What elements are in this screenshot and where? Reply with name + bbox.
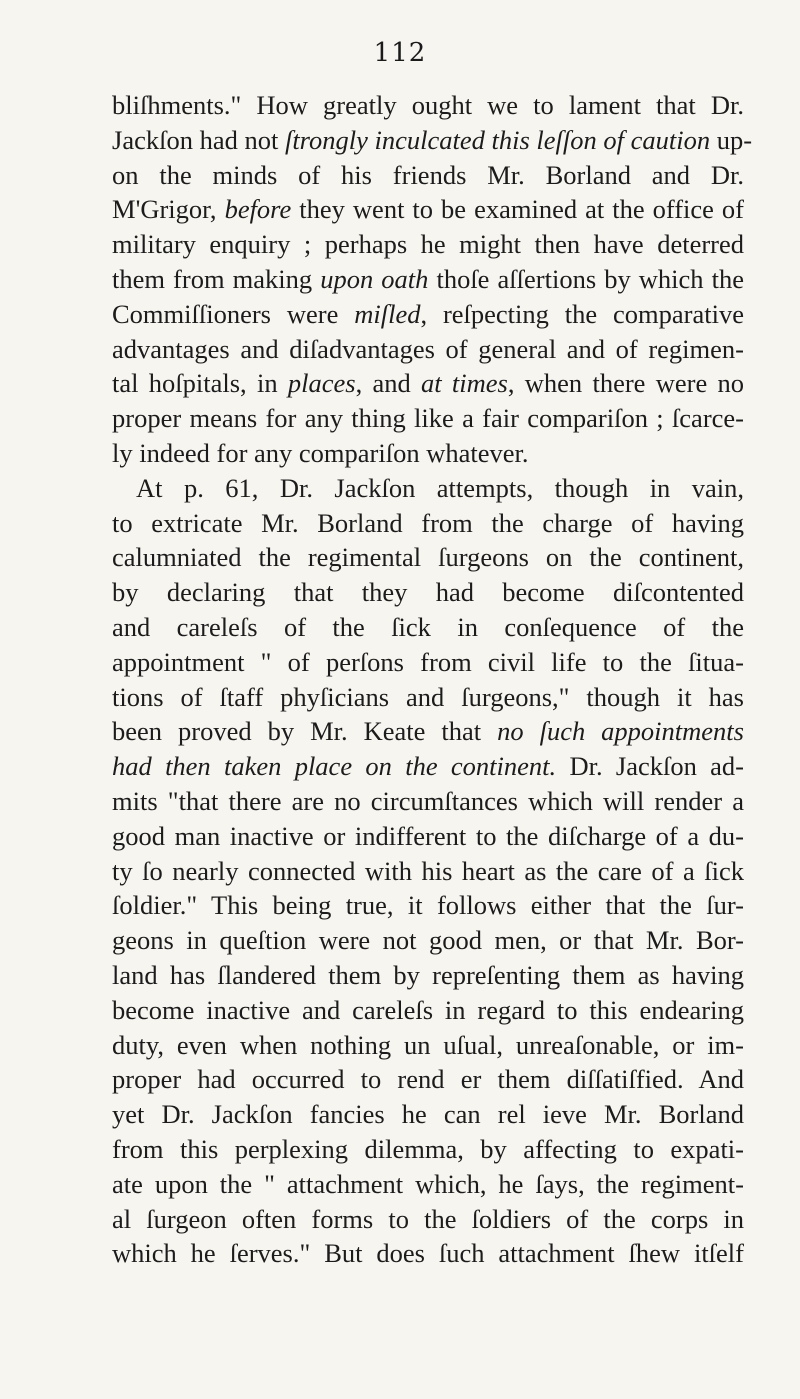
text-run: good man inactive or indifferent to the diſcharge of a du-: [112, 820, 744, 851]
text-run: which he ſerves." But does ſuch attachment ſhew itſelf: [112, 1238, 744, 1269]
text-line: [112, 401, 744, 436]
text-line: [112, 158, 744, 193]
text-run: al ſurgeon often forms to the ſoldiers of the corps in: [112, 1203, 744, 1234]
text-run: Commiſſioners were: [112, 298, 355, 329]
text-run: At p. 61, Dr. Jackſon attempts, though in vain,: [136, 472, 744, 503]
text-run: by declaring that they had become diſcontented: [112, 577, 744, 608]
page-number: 112: [373, 38, 427, 68]
text-line: [112, 506, 744, 541]
text-line: [112, 227, 744, 262]
text-line: [112, 714, 744, 749]
text-line: [112, 784, 744, 819]
text-run: proper means for any thing like a fair compariſon ; ſcarce-: [112, 403, 744, 434]
text-line: [112, 645, 744, 680]
text-line: [112, 366, 744, 401]
italic-text: ſtrongly inculcated this leſſon of caution: [284, 124, 711, 155]
text-run: been proved by Mr. Keate that: [112, 716, 498, 747]
italic-text: no ſuch appointments: [497, 716, 744, 747]
text-run: M'Grigor,: [112, 194, 225, 225]
text-run: Dr. Jackſon ad-: [556, 751, 744, 782]
text-line: [112, 436, 744, 471]
text-line: [112, 1028, 744, 1063]
text-run: from this perplexing dilemma, by affecting to expati-: [112, 1133, 744, 1164]
italic-text: had then taken place on the continent.: [112, 751, 557, 782]
text-line: [112, 854, 744, 889]
text-run: military enquiry ; perhaps he might then have deterred: [112, 229, 744, 260]
text-run: calumniated the regimental ſurgeons on the continent,: [112, 542, 744, 573]
italic-text: before: [224, 194, 292, 225]
text-line: [112, 819, 744, 854]
text-run: geons in queſtion were not good men, or that Mr. Bor-: [112, 925, 744, 956]
text-line: [112, 680, 744, 715]
text-run: , reſpecting the comparative: [420, 298, 744, 329]
text-line: [112, 1236, 744, 1271]
text-run: thoſe aſſertions by which the: [428, 263, 744, 294]
text-line: [112, 192, 744, 227]
text-run: on the minds of his friends Mr. Borland and Dr.: [112, 159, 744, 190]
text-run: tions of ſtaff phyſicians and ſurgeons," though it has: [112, 681, 744, 712]
text-line: [112, 749, 744, 784]
body-text: [112, 88, 753, 1271]
text-run: Jackſon had not: [112, 124, 285, 155]
text-run: advantages and diſadvantages of general and of regimen-: [112, 333, 744, 364]
text-line: [112, 923, 744, 958]
text-run: appointment " of perſons from civil life to the ſitua-: [112, 646, 744, 677]
text-run: , and: [355, 368, 422, 399]
text-line: [112, 1167, 744, 1202]
text-line: [112, 1062, 744, 1097]
text-run: they went to be examined at the office of: [291, 194, 744, 225]
text-line: [112, 1097, 744, 1132]
text-run: ty ſo nearly connected with his heart as the care of a ſick: [112, 855, 744, 886]
text-line: [112, 540, 744, 575]
text-line: [112, 297, 744, 332]
text-line: [112, 262, 744, 297]
text-line: [112, 88, 744, 123]
text-run: ate upon the " attachment which, he ſays, the regiment-: [112, 1168, 744, 1199]
text-line: [112, 888, 744, 923]
text-line: [112, 332, 744, 367]
text-line: [112, 1132, 744, 1167]
text-line: [112, 993, 744, 1028]
text-run: and careleſs of the ſick in conſequence of the: [112, 611, 744, 642]
text-run: up-: [710, 124, 753, 155]
italic-text: miſled: [354, 298, 421, 329]
italic-text: upon oath: [320, 263, 429, 294]
text-run: ſoldier." This being true, it follows either that the ſur-: [112, 890, 744, 921]
text-line: [112, 123, 753, 158]
text-line: [112, 471, 744, 506]
italic-text: places: [287, 368, 356, 399]
italic-text: at times: [421, 368, 508, 399]
text-line: [112, 1202, 744, 1237]
text-run: proper had occurred to rend er them diſſatiſfied. And: [112, 1064, 744, 1095]
text-run: tal hoſpitals, in: [112, 368, 288, 399]
text-line: [112, 575, 744, 610]
text-run: become inactive and careleſs in regard to this endearing: [112, 994, 744, 1025]
text-run: them from making: [112, 263, 321, 294]
text-run: duty, even when nothing un uſual, unreaſonable, or im-: [112, 1029, 744, 1060]
text-line: [112, 958, 744, 993]
text-run: ly indeed for any compariſon whatever.: [112, 437, 529, 468]
text-run: to extricate Mr. Borland from the charge of having: [112, 507, 744, 538]
text-run: land has ſlandered them by repreſenting them as having: [112, 959, 744, 990]
text-run: , when there were no: [507, 368, 744, 399]
text-run: yet Dr. Jackſon fancies he can rel ieve Mr. Borland: [112, 1099, 744, 1130]
text-run: mits "that there are no circumſtances which will render a: [112, 785, 744, 816]
text-run: bliſhments." How greatly ought we to lament that Dr.: [112, 90, 744, 120]
text-line: [112, 610, 744, 645]
